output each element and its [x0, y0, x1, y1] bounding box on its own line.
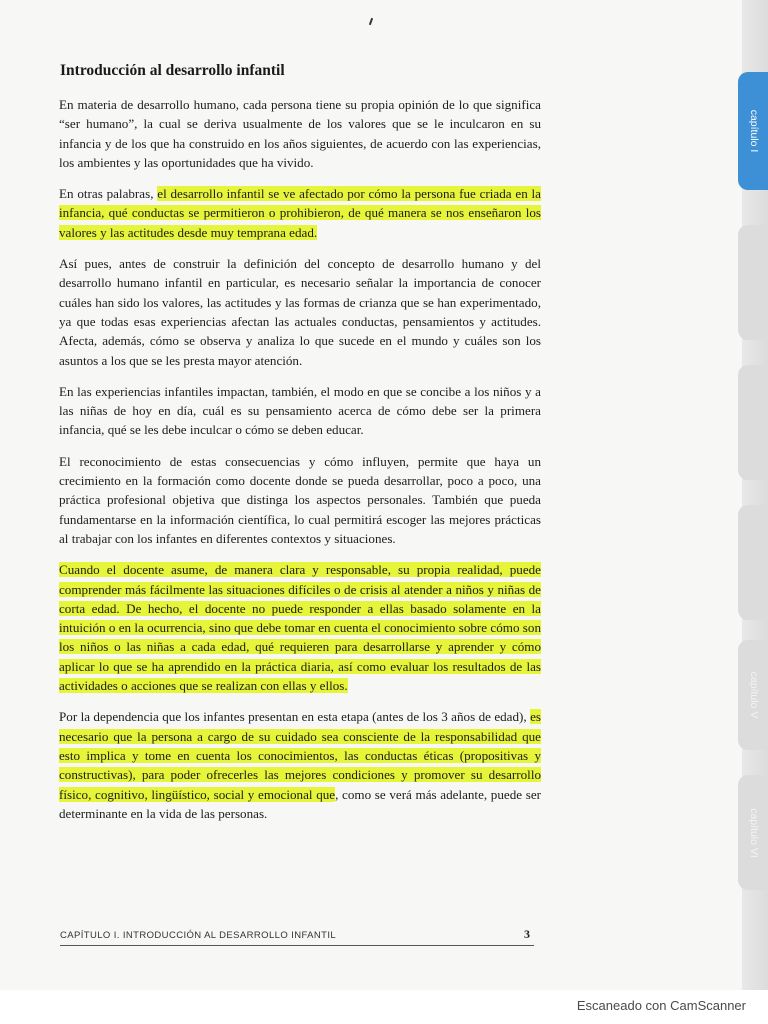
footer-rule [60, 945, 534, 946]
tab-capitulo-v[interactable] [738, 640, 768, 750]
camscanner-watermark: Escaneado con CamScanner [576, 998, 746, 1013]
paragraph [59, 707, 541, 823]
tab-chapter-iv[interactable] [738, 505, 768, 620]
paragraph-text: En otras palabras, [59, 186, 158, 202]
paragraph [59, 95, 541, 172]
paragraph [59, 254, 541, 370]
highlighted-text: el desarrollo infantil se ve afectado por cómo la persona fue criada en la infancia, qué conductas se permitieron o prohibieron, de qué manera se nos enseñaron los valores y las actitudes desde muy temprana edad. [59, 186, 541, 240]
paragraph-text: , como se verá más adelante, puede ser determinante en la vida de las personas. [59, 786, 541, 821]
paragraph [59, 382, 541, 440]
section-title: Introducción al desarrollo infantil [60, 62, 285, 79]
tab-label-capitulo-i: capítulo I [748, 109, 760, 153]
paragraph-text: El reconocimiento de estas consecuencias y cómo influyen, permite que haya un crecimiento en la formación como docente donde se pueda desarrollar, poco a poco, una práctica profesional objetiva que distinga los aspectos personales. También que pueda fundamentarse en la información científica, lo cual permitirá escoger las mejores prácticas al trabajar con los infantes en diferentes contextos y situaciones. [59, 453, 541, 546]
paragraph [59, 560, 541, 695]
running-footer-title: CAPÍTULO I. INTRODUCCIÓN AL DESARROLLO INFANTIL [60, 930, 337, 941]
paragraph-text: Por la dependencia que los infantes presentan en esta etapa (antes de los 3 años de edad), [59, 709, 531, 725]
paragraph-text: En materia de desarrollo humano, cada persona tiene su propia opinión de lo que significa “ser humano”, la cual se deriva usualmente de los valores que se le inculcaron en su infancia y de los que ha construido en los años siguientes, de acuerdo con las experiencias, los ambientes y las oportunidades que ha vivido. [59, 97, 541, 170]
page-number: 3 [524, 927, 530, 941]
paragraph-text: En las experiencias infantiles impactan, también, el modo en que se concibe a los niños y a las niñas de hoy en día, cuál es su pensamiento acerca de cómo debe ser la primera infancia, qué se les debe inculcar o cómo se deben educar. [59, 383, 541, 438]
highlighted-text: Cuando el docente asume, de manera clara y responsable, su propia realidad, puede comprender más fácilmente las situaciones difíciles o de crisis al atender a niños y niñas de corta edad. De hecho, el docente no puede responder a ellas basado solamente en la intuición o en la ocurrencia, sino que debe tomar en cuenta el conocimiento sobre cómo son los niños o las niñas a cada edad, qué requieren para desarrollarse y aprender y cómo aplicar lo que se ha aprendido en la práctica diaria, así como evaluar los resultados de las actividades o acciones que se realizan con ellas y ellos. [59, 562, 541, 694]
paragraph [59, 452, 541, 548]
tab-capitulo-i[interactable] [738, 72, 768, 190]
paragraph-text: Así pues, antes de construir la definición del concepto de desarrollo humano y del desarrollo humano infantil en particular, es necesario señalar la importancia de conocer cuáles han sido los valores, las actitudes y las formas de crianza que se han experimentado, ya que todas esas experiencias afectan las actuales conductas, pensamientos y actitudes. Afecta, además, cómo se observa y analiza lo que sucede en el mundo y cuáles son los asuntos a los que se les presta mayor atención. [59, 256, 541, 368]
tab-chapter-ii[interactable] [738, 225, 768, 340]
tab-chapter-iii[interactable] [738, 365, 768, 480]
tab-label-capitulo-v: capítulo V [748, 671, 760, 719]
tab-capitulo-vi[interactable] [738, 775, 768, 890]
body-text [59, 95, 541, 835]
paragraph [59, 184, 541, 242]
tab-label-capitulo-vi: capítulo VI [748, 807, 760, 858]
highlighted-text: es necesario que la persona a cargo de su cuidado sea consciente de la responsabilidad que esto implica y tome en cuenta los conocimientos, las conductas éticas (propositivas y constructivas), para poder ofrecerles las mejores condiciones y promover su desarrollo físico, cognitivo, lingüístico, social y emocional que [59, 709, 541, 802]
pen-mark [369, 18, 373, 25]
